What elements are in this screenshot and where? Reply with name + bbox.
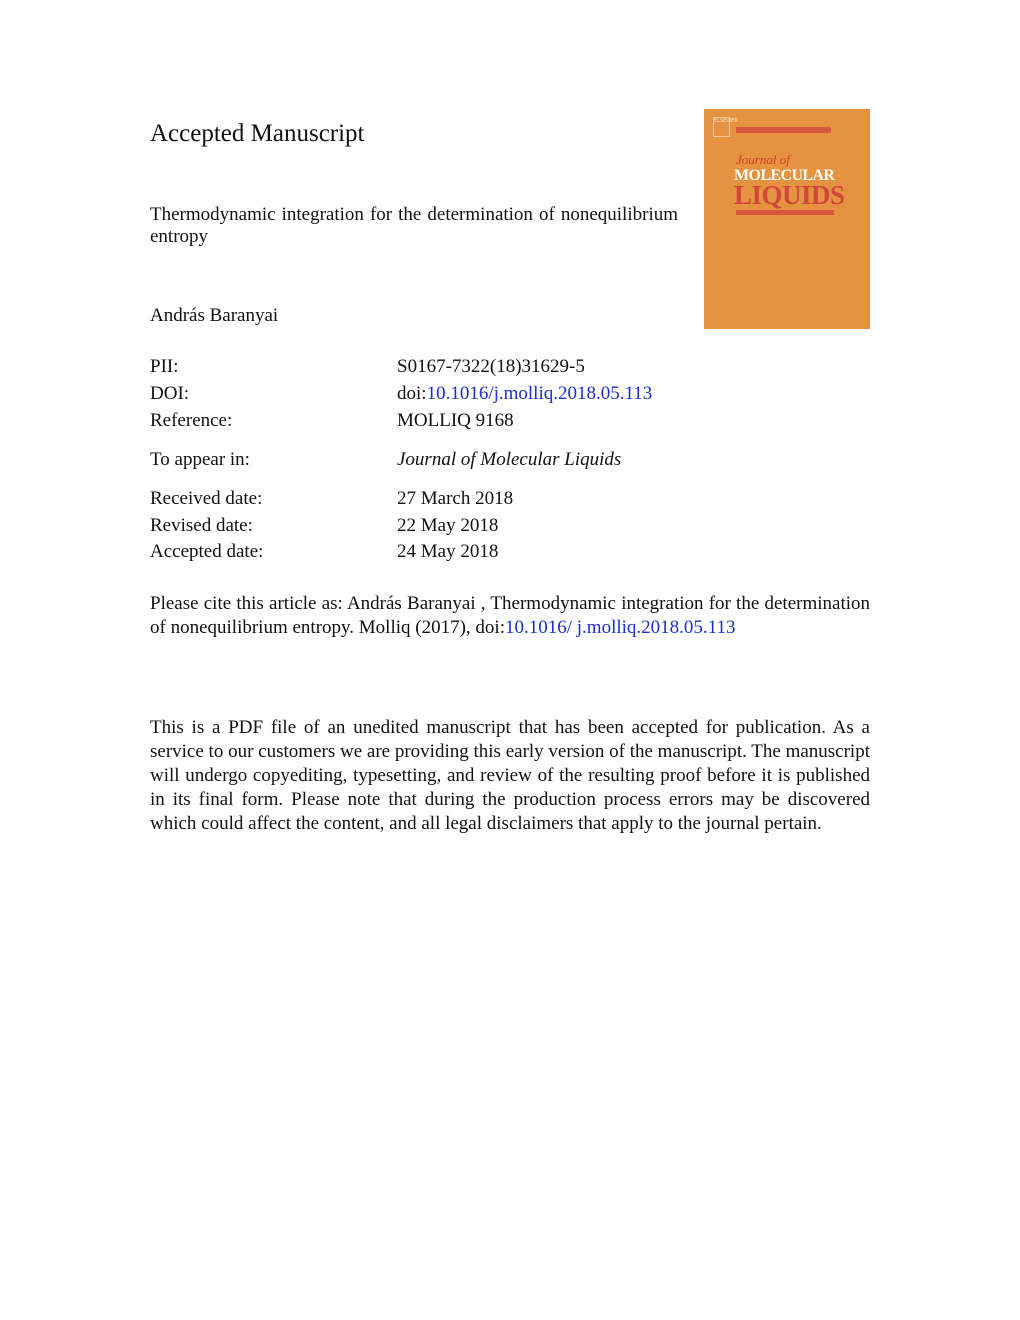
pii-value: S0167-7322(18)31629-5 (397, 356, 585, 377)
doi-link[interactable]: 10.1016/j.molliq.2018.05.113 (426, 383, 653, 404)
received-value: 27 March 2018 (397, 488, 514, 509)
pii-label: PII: (150, 356, 179, 377)
journal-cover-image (704, 109, 870, 329)
reference-label: Reference: (150, 410, 233, 431)
doi-label: DOI: (150, 383, 190, 404)
reference-value: MOLLIQ 9168 (397, 410, 514, 431)
page-heading: Accepted Manuscript (150, 120, 365, 147)
cover-journal-line1: Journal of (736, 152, 790, 167)
received-label: Received date: (150, 488, 263, 509)
cover-stripe-bottom (736, 210, 834, 215)
revised-label: Revised date: (150, 515, 253, 536)
cover-stripe-top (736, 127, 831, 133)
cover-journal-line3: LIQUIDS (734, 180, 845, 210)
cover-journal-line2: MOLECULAR (734, 167, 835, 184)
publisher-logo: ELSEVIER (713, 117, 730, 137)
citation-paragraph (150, 592, 870, 640)
appear-value: Journal of Molecular Liquids (397, 449, 622, 470)
accepted-value: 24 May 2018 (397, 541, 499, 562)
article-title: Thermodynamic integration for the determination of nonequilibrium entropy (150, 204, 678, 247)
doi-prefix: doi: (397, 383, 427, 404)
disclaimer-paragraph: This is a PDF file of an unedited manuscript that has been accepted for publication. As a service to our customers we are providing this early version of the manuscript. The manuscript will undergo copyediting, typesetting, and review of the resulting proof before it is published in its final form. Please note that during the production process errors may be discovered which could affect the content, and all legal disclaimers that apply to the journal pertain. (150, 717, 870, 834)
appear-label: To appear in: (150, 449, 250, 470)
accepted-label: Accepted date: (150, 541, 264, 562)
revised-value: 22 May 2018 (397, 515, 499, 536)
doi-value (397, 382, 652, 406)
citation-doi-link[interactable]: 10.1016/ j.molliq.2018.05.113 (504, 617, 736, 638)
citation-text: Please cite this article as: András Baranyai , Thermodynamic integration for the determination of nonequilibrium entropy. Molliq (2017), doi: (150, 593, 870, 638)
author-name: András Baranyai (150, 305, 279, 326)
